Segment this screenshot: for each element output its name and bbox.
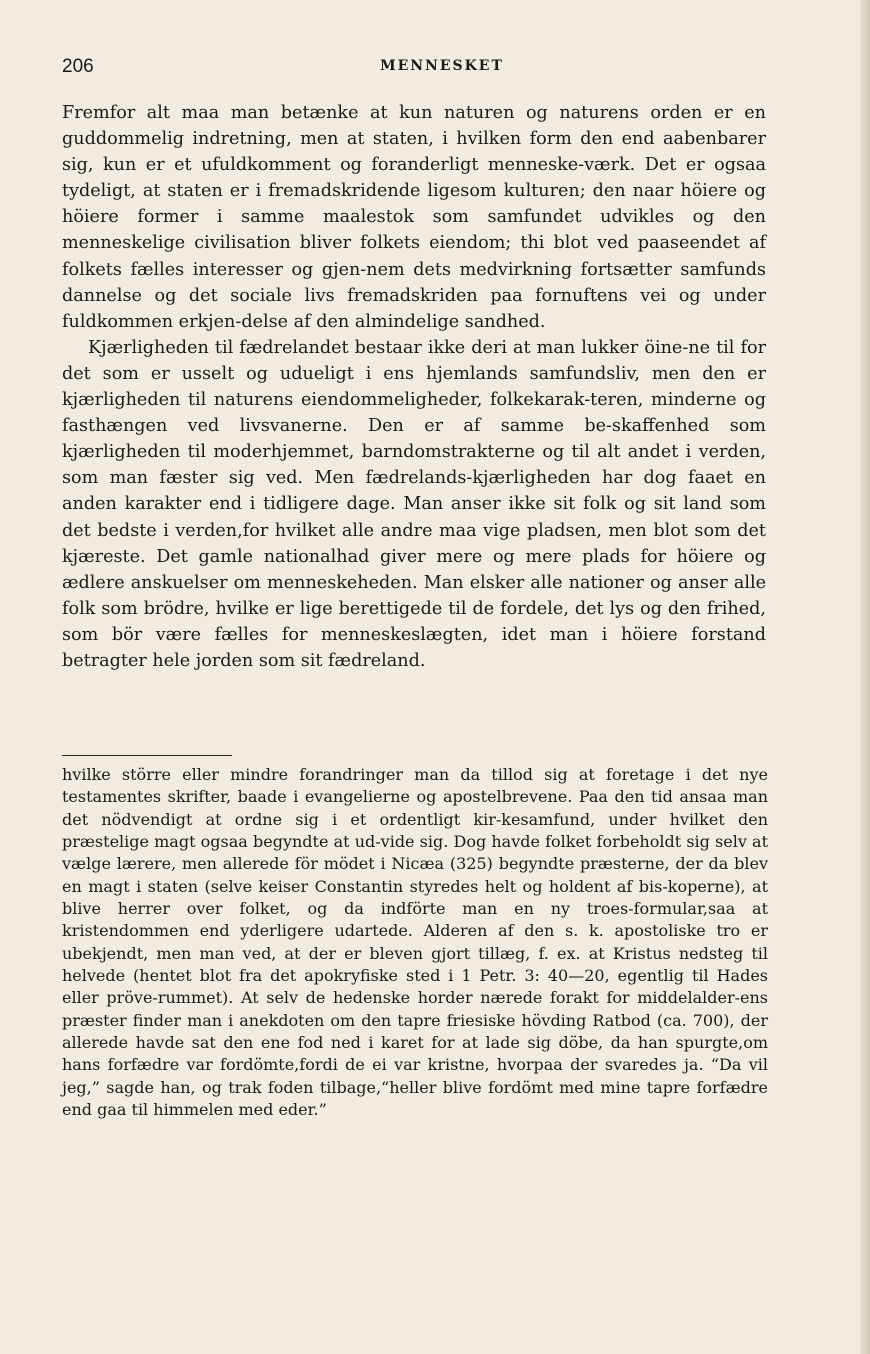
main-text xyxy=(62,100,766,674)
footnote-divider xyxy=(62,755,232,756)
page-number: 206 xyxy=(62,56,94,77)
footnote xyxy=(62,764,768,1122)
paragraph-patriotism: Kjærligheden til fædrelandet bestaar ikke deri at man lukker öine-ne til for det som er usselt og udueligt i ens hjemlands samfundsliv, men den er kjærligheden til naturens eiendommeligheder, folkekarak-teren, minderne og fasthængen ved livsvanerne. Den er af samme be-skaffenhed som kjærligheden til moderhjemmet, barndomstrakterne og til alt andet i verden, som man fæster sig ved. Men fædrelands-kjærligheden har dog faaet en anden karakter end i tidligere dage. Man anser ikke sit folk og sit land som det bedste i verden,for hvilket alle andre maa vige pladsen, men blot som det kjæreste. Det gamle nationalhad giver mere og mere plads for höiere og ædlere anskuelser om menneskeheden. Man elsker alle nationer og anser alle folk som brödre, hvilke er lige berettigede til de fordele, det lys og den frihed, som bör være fælles for menneskeslægten, idet man i höiere forstand betragter hele jorden som sit fædreland. xyxy=(62,337,766,671)
page-edge xyxy=(860,0,870,1354)
footnote-text: hvilke större eller mindre forandringer man da tillod sig at foretage i det nye testamentes skrifter, baade i evangelierne og apostelbrevene. Paa den tid ansaa man det nödvendigt at ordne sig i et ordentligt kir-kesamfund, under hvilket den præstelige magt ogsaa begyndte at ud-vide sig. Dog havde folket forbeholdt sig selv at vælge lærere, men allerede för mödet i Nicæa (325) begyndte præsterne, der da blev en magt i staten (selve keiser Constantin styredes helt og holdent af bis-koperne), at blive herrer over folket, og da indförte man en ny troes-formular,saa at kristendommen end yderligere udartede. Alderen af den s. k. apostoliske tro er ubekjendt, men man ved, at der er bleven gjort tillæg, f. ex. at Kristus nedsteg til helvede (hentet blot fra det apokryfiske sted i 1 Petr. 3: 40—20, egentlig til Hades eller pröve-rummet). At selv de hedenske horder nærede forakt for middelalder-ens præster finder man i anekdoten om den tapre friesiske hövding Ratbod (ca. 700), der allerede havde sat den ene fod ned i karet for at lade sig döbe, da han spurgte,om hans forfædre var fordömte,fordi de ei var kristne, hvorpaa der svaredes ja. “Da vil jeg,” sagde han, og trak foden tilbage,“heller blive fordömt med mine tapre forfædre end gaa til himmelen med eder.” xyxy=(62,765,768,1120)
page-header xyxy=(62,56,772,82)
running-head: MENNESKET xyxy=(380,58,504,74)
paragraph-state: Fremfor alt maa man betænke at kun naturen og naturens orden er en guddommelig indretning, men at staten, i hvilken form den end aabenbarer sig, kun er et ufuldkomment og foranderligt menneske-værk. Det er ogsaa tydeligt, at staten er i fremadskridende ligesom kulturen; den naar höiere og höiere former i samme maalestok som samfundet udvikles og den menneskelige civilisation bliver folkets eiendom; thi blot ved paaseendet af folkets fælles interesser og gjen-nem dets medvirkning fortsætter samfunds dannelse og det sociale livs fremadskriden paa fornuftens vei og under fuldkommen erkjen-delse af den almindelige sandhed. xyxy=(62,103,766,332)
